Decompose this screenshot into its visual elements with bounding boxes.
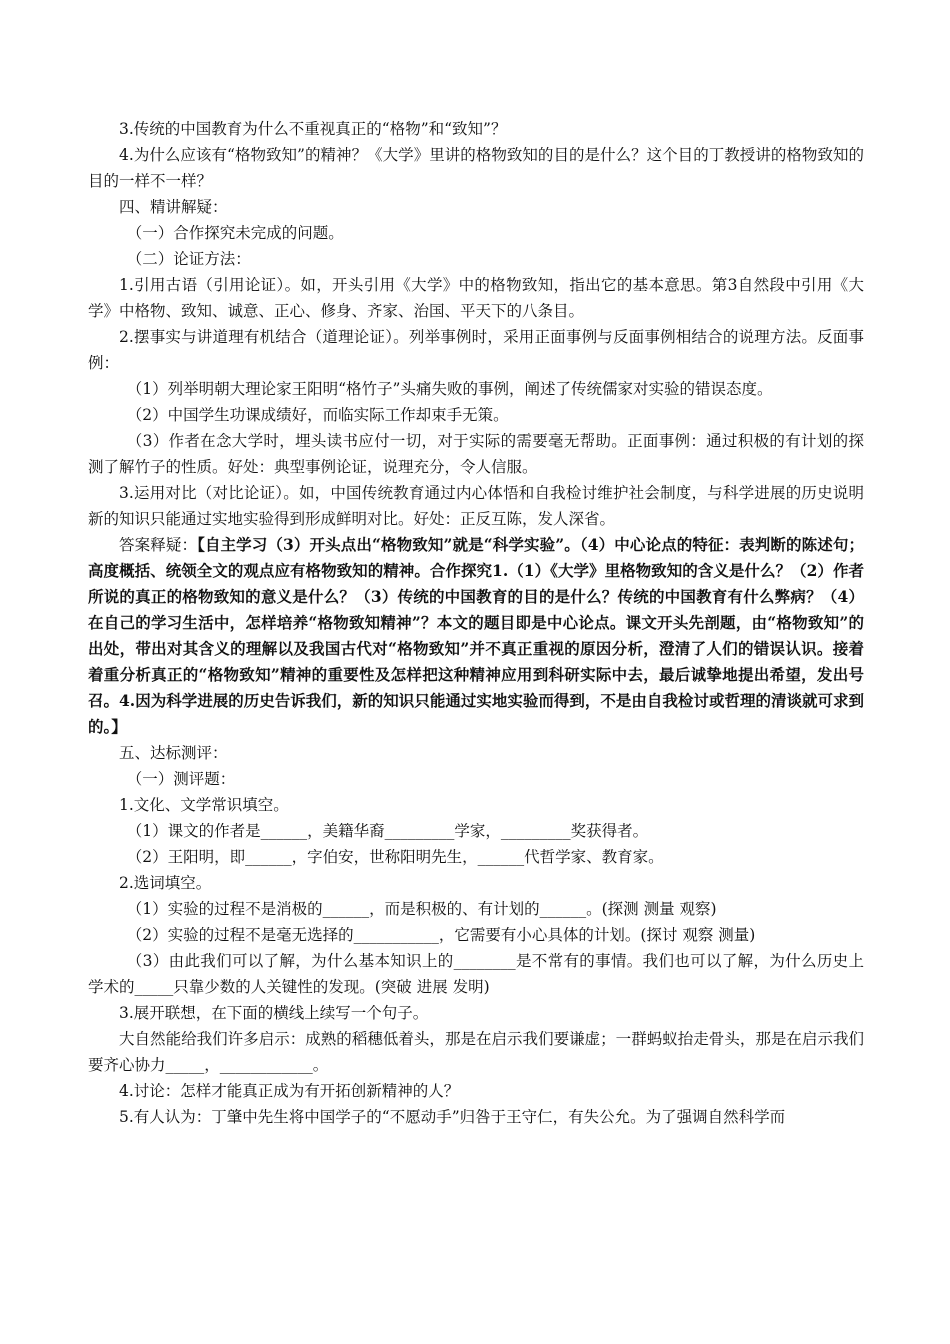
method-1: 1.引用古语（引用论证）。如，开头引用《大学》中的格物致知，指出它的基本意思。第3自然段中引用《大学》中格物、致知、诚意、正心、修身、齐家、治国、平天下的八条目。 <box>88 276 864 320</box>
answer-label: 答案释疑： <box>119 536 198 554</box>
subsection-2: （二）论证方法： <box>126 250 251 268</box>
test-question-5: 5.有人认为：丁肇中先生将中国学子的“不愿动手”归咎于王守仁，有失公允。为了强调自然科学而 <box>119 1108 786 1126</box>
method-2: 2.摆事实与讲道理有机结合（道理论证）。列举事例时，采用正面事例与反面事例相结合的说理方法。反面事例： <box>88 328 864 372</box>
subsection-1: （一）合作探究未完成的问题。 <box>126 224 344 242</box>
test-question-2-1: （1）实验的过程不是消极的______，而是积极的、有计划的______。(探测 测量 观察) <box>126 900 717 918</box>
section-heading-4: 四、精讲解疑： <box>119 198 228 216</box>
test-question-1-2: （2）王阳明，即______，字伯安，世称阳明先生，______代哲学家、教育家。 <box>126 848 664 866</box>
test-question-4: 4.讨论：怎样才能真正成为有开拓创新精神的人？ <box>119 1082 460 1100</box>
answer-explanation <box>88 532 864 740</box>
document-page <box>88 116 864 1130</box>
test-question-2: 2.选词填空。 <box>119 874 212 892</box>
negative-example-3: （3）作者在念大学时，埋头读书应付一切，对于实际的需要毫无帮助。正面事例：通过积极的有计划的探测了解竹子的性质。好处：典型事例论证，说理充分，令人信服。 <box>88 432 864 476</box>
section-heading-5: 五、达标测评： <box>119 744 228 762</box>
test-question-2-3: （3）由此我们可以了解，为什么基本知识上的________是不常有的事情。我们也可以了解，为什么历史上学术的_____只靠少数的人关键性的发现。(突破 进展 发明) <box>88 952 864 996</box>
test-question-3-prompt: 大自然能给我们许多启示：成熟的稻穗低着头，那是在启示我们要谦虚；一群蚂蚁抬走骨头，那是在启示我们要齐心协力_____，____________。 <box>88 1030 864 1074</box>
answer-body: 【自主学习（3）开头点出“格物致知”就是“科学实验”。（4）中心论点的特征：表判断的陈述句；高度概括、统领全文的观点应有格物致知的精神。合作探究1.（1）《大学》里格物致知的含义是什么？（2）作者所说的真正的格物致知的意义是什么？（3）传统的中国教育的目的是什么？传统的中国教育有什么弊病？（4）在自己的学习生活中，怎样培养“格物致知精神”？本文的题目即是中心论点。课文开头先剖题，由“格物致知”的出处，带出对其含义的理解以及我国古代对“格物致知”并不真正重视的原因分析，澄清了人们的错误认识。接着着重分析真正的“格物致知”精神的重要性及怎样把这种精神应用到科研实际中去，最后诚挚地提出希望，发出号召。4.因为科学进展的历史告诉我们，新的知识只能通过实地实验而得到，不是由自我检讨或哲理的清谈就可求到的。】 <box>88 535 864 736</box>
question-4: 4.为什么应该有“格物致知”的精神？《大学》里讲的格物致知的目的是什么？这个目的丁教授讲的格物致知的目的一样不一样？ <box>88 146 864 190</box>
question-3: 3.传统的中国教育为什么不重视真正的“格物”和“致知”？ <box>119 120 507 138</box>
test-question-2-2: （2）实验的过程不是毫无选择的___________，它需要有小心具体的计划。(探讨 观察 测量) <box>126 926 756 944</box>
test-heading: （一）测评题： <box>126 770 236 788</box>
negative-example-2: （2）中国学生功课成绩好，而临实际工作却束手无策。 <box>126 406 509 424</box>
test-question-1: 1.文化、文学常识填空。 <box>119 796 289 814</box>
method-3: 3.运用对比（对比论证）。如，中国传统教育通过内心体悟和自我检讨维护社会制度，与科学进展的历史说明新的知识只能通过实地实验得到形成鲜明对比。好处：正反互陈，发人深省。 <box>88 484 864 528</box>
test-question-3: 3.展开联想，在下面的横线上续写一个句子。 <box>119 1004 429 1022</box>
negative-example-1: （1）列举明朝大理论家王阳明“格竹子”头痛失败的事例，阐述了传统儒家对实验的错误态度。 <box>126 380 773 398</box>
test-question-1-1: （1）课文的作者是______，美籍华裔_________学家，_________奖获得者。 <box>126 822 649 840</box>
